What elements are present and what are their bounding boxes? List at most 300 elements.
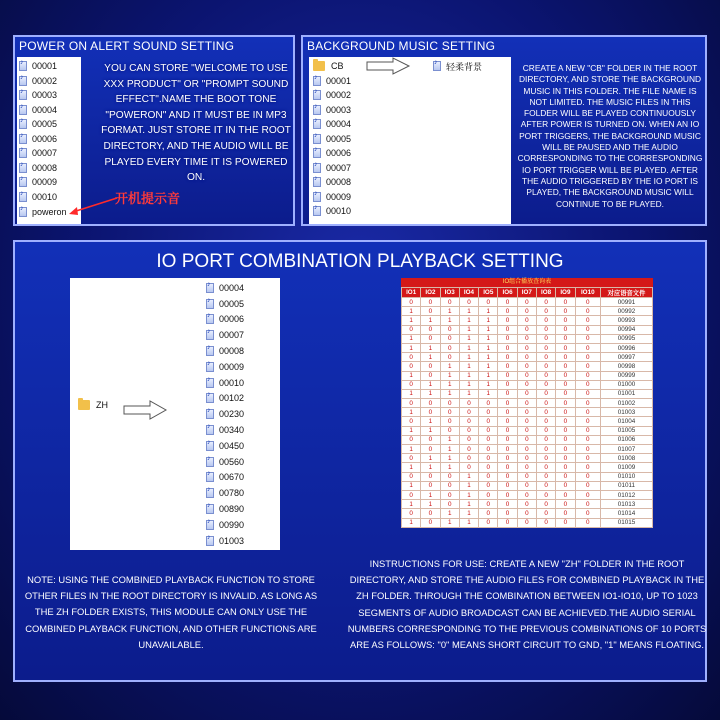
table-cell: 0 <box>556 353 575 362</box>
table-header: IO7 <box>517 288 536 298</box>
table-cell: 1 <box>402 445 421 454</box>
table-cell: 1 <box>459 500 478 509</box>
table-cell: 0 <box>536 472 555 481</box>
file-item[interactable] <box>206 375 278 391</box>
table-cell-file: 00997 <box>601 353 653 362</box>
table-cell: 0 <box>479 463 498 472</box>
file-name: 00008 <box>219 346 245 357</box>
table-cell: 0 <box>575 500 600 509</box>
table-cell: 1 <box>440 362 459 371</box>
table-cell: 0 <box>421 509 440 518</box>
file-name: 00102 <box>219 393 245 404</box>
table-cell: 0 <box>536 445 555 454</box>
table-cell: 0 <box>459 435 478 444</box>
file-item[interactable] <box>206 312 278 328</box>
table-cell: 0 <box>498 371 517 380</box>
table-cell: 1 <box>421 463 440 472</box>
table-cell: 0 <box>575 408 600 417</box>
audio-file-icon <box>313 192 321 202</box>
audio-file-icon <box>313 177 321 187</box>
table-cell: 0 <box>402 435 421 444</box>
table-cell: 0 <box>575 399 600 408</box>
table-cell: 1 <box>402 334 421 343</box>
file-name: 00001 <box>32 61 58 72</box>
table-cell: 0 <box>498 362 517 371</box>
table-cell: 1 <box>421 454 440 463</box>
table-cell: 1 <box>402 481 421 490</box>
table-cell: 0 <box>440 343 459 352</box>
table-row <box>402 472 653 481</box>
table-cell: 0 <box>536 307 555 316</box>
table-cell: 0 <box>556 389 575 398</box>
bgm-file-list <box>309 57 511 224</box>
table-row <box>402 500 653 509</box>
table-row <box>402 380 653 389</box>
table-cell: 0 <box>556 399 575 408</box>
zh-folder-label: ZH <box>96 400 108 410</box>
bgm-file[interactable] <box>433 59 482 74</box>
table-cell: 1 <box>402 500 421 509</box>
audio-file-icon <box>206 409 214 419</box>
table-header: IO8 <box>536 288 555 298</box>
file-item[interactable] <box>206 501 278 517</box>
file-item[interactable] <box>313 204 507 219</box>
table-cell: 0 <box>517 445 536 454</box>
table-cell: 0 <box>517 389 536 398</box>
file-item[interactable] <box>19 74 79 89</box>
audio-file-icon <box>19 192 27 202</box>
table-cell: 0 <box>402 454 421 463</box>
table-cell: 1 <box>479 380 498 389</box>
file-name: 00006 <box>32 133 58 144</box>
table-cell: 0 <box>536 426 555 435</box>
audio-file-icon <box>206 283 214 293</box>
file-item[interactable] <box>206 391 278 407</box>
table-cell: 0 <box>556 481 575 490</box>
file-item[interactable] <box>19 103 79 118</box>
table-cell: 0 <box>517 454 536 463</box>
table-cell: 0 <box>536 389 555 398</box>
table-cell: 0 <box>536 334 555 343</box>
table-cell: 0 <box>575 307 600 316</box>
table-cell: 0 <box>536 380 555 389</box>
file-name: 00001 <box>326 75 352 86</box>
table-cell-file: 01006 <box>601 435 653 444</box>
table-cell: 0 <box>517 500 536 509</box>
file-name: 00007 <box>326 162 352 173</box>
table-cell: 0 <box>498 454 517 463</box>
table-cell: 1 <box>479 334 498 343</box>
table-row <box>402 445 653 454</box>
table-row <box>402 343 653 352</box>
file-item[interactable] <box>206 454 278 470</box>
audio-file-icon <box>313 163 321 173</box>
folder-icon <box>78 400 90 410</box>
table-cell: 0 <box>556 334 575 343</box>
table-cell: 1 <box>421 343 440 352</box>
table-cell: 0 <box>517 362 536 371</box>
table-cell: 1 <box>459 389 478 398</box>
table-cell: 0 <box>556 426 575 435</box>
table-cell: 0 <box>556 408 575 417</box>
table-cell: 0 <box>459 408 478 417</box>
table-cell: 0 <box>498 343 517 352</box>
file-item[interactable] <box>206 533 278 549</box>
table-cell: 1 <box>402 371 421 380</box>
table-cell: 1 <box>421 417 440 426</box>
file-name: 00009 <box>219 361 245 372</box>
table-cell: 0 <box>498 298 517 307</box>
table-cell: 0 <box>517 353 536 362</box>
table-cell: 1 <box>459 343 478 352</box>
table-row <box>402 490 653 499</box>
file-name: 00005 <box>326 133 352 144</box>
table-cell-file: 00992 <box>601 307 653 316</box>
table-cell: 1 <box>459 518 478 527</box>
table-cell: 0 <box>402 353 421 362</box>
table-cell: 0 <box>421 307 440 316</box>
bgm-description: CREATE A NEW "CB" FOLDER IN THE ROOT DIRECTORY, AND STORE THE BACKGROUND MUSIC IN THIS FOLDER. THE FILE NAME IS NOT LIMITED. THE MUSIC FILES IN THIS FOLDER WILL BE PLAYED CONTINUOUSLY AFTER POWER IS TURNED ON. WHEN AN IO PORT TRIGGERS, THE BACKGROUND MUSIC WILL BE PAUSED AND THE AUDIO CORRESPONDING TO THE CORRESPONDING IO PORT TRIGGER WILL BE PLAYED. AFTER THE AUDIO TRIGGERED BY THE IO PORT IS PLAYED, THE BACKGROUND MUSIC WILL CONTINUE TO BE PLAYED. <box>517 63 703 209</box>
table-cell: 0 <box>440 481 459 490</box>
table-cell-file: 01002 <box>601 399 653 408</box>
table-cell: 0 <box>517 334 536 343</box>
table-row <box>402 298 653 307</box>
table-cell: 0 <box>575 389 600 398</box>
table-cell: 0 <box>421 362 440 371</box>
table-cell: 0 <box>498 500 517 509</box>
table-cell: 0 <box>479 481 498 490</box>
table-cell: 1 <box>440 435 459 444</box>
table-row <box>402 334 653 343</box>
table-cell: 0 <box>517 399 536 408</box>
audio-file-icon <box>19 177 27 187</box>
table-cell-file: 01011 <box>601 481 653 490</box>
table-cell: 0 <box>575 426 600 435</box>
table-cell: 0 <box>440 500 459 509</box>
file-item[interactable] <box>206 517 278 533</box>
file-name: 00008 <box>326 177 352 188</box>
table-row <box>402 362 653 371</box>
zh-folder[interactable] <box>78 400 108 410</box>
audio-file-icon <box>206 536 214 546</box>
table-cell: 1 <box>421 426 440 435</box>
audio-file-icon <box>206 362 214 372</box>
table-cell: 1 <box>479 353 498 362</box>
table-caption: IO组合播放查询表 <box>401 278 653 287</box>
file-item[interactable] <box>19 146 79 161</box>
table-row <box>402 454 653 463</box>
table-cell: 1 <box>459 371 478 380</box>
table-cell: 0 <box>536 362 555 371</box>
table-cell: 0 <box>556 380 575 389</box>
cb-folder[interactable] <box>313 59 507 74</box>
table-cell: 0 <box>575 463 600 472</box>
table-cell: 0 <box>575 325 600 334</box>
file-name: 00010 <box>32 191 58 202</box>
table-cell: 0 <box>556 343 575 352</box>
file-item[interactable] <box>19 175 79 190</box>
table-cell: 0 <box>479 509 498 518</box>
table-cell: 1 <box>440 316 459 325</box>
note-text: NOTE: USING THE COMBINED PLAYBACK FUNCTION TO STORE OTHER FILES IN THE ROOT DIRECTORY IS INVALID. AS LONG AS THE ZH FOLDER EXISTS, THIS MODULE CAN ONLY USE THE COMBINED PLAYBACK FUNCTION, AND OTHER FUNCTIONS ARE UNAVAILABLE. <box>24 574 318 650</box>
table-cell: 0 <box>498 518 517 527</box>
file-name: 00450 <box>219 440 245 451</box>
background-music-panel <box>301 35 707 226</box>
arrow-right-icon <box>122 400 168 420</box>
table-cell: 0 <box>556 316 575 325</box>
audio-file-icon <box>206 299 214 309</box>
table-cell: 1 <box>402 307 421 316</box>
table-cell-file: 00995 <box>601 334 653 343</box>
table-cell: 1 <box>440 454 459 463</box>
table-cell: 0 <box>536 454 555 463</box>
table-cell: 0 <box>575 445 600 454</box>
table-cell: 0 <box>498 490 517 499</box>
audio-file-icon <box>19 105 27 115</box>
table-row <box>402 518 653 527</box>
table-cell: 0 <box>440 408 459 417</box>
table-header: IO3 <box>440 288 459 298</box>
table-cell: 0 <box>517 343 536 352</box>
table-cell-file: 00999 <box>601 371 653 380</box>
file-item[interactable] <box>313 117 507 132</box>
table-header: 对应语音文件 <box>601 288 653 298</box>
table-cell: 0 <box>498 325 517 334</box>
table-cell: 1 <box>440 509 459 518</box>
pointer-arrow <box>65 192 125 222</box>
audio-file-icon <box>313 134 321 144</box>
audio-file-icon <box>313 148 321 158</box>
table-cell: 0 <box>459 463 478 472</box>
file-name: 00010 <box>219 377 245 388</box>
table-cell-file: 01003 <box>601 408 653 417</box>
audio-file-icon <box>433 61 441 71</box>
table-cell: 1 <box>402 316 421 325</box>
table-cell: 0 <box>498 435 517 444</box>
file-name: 00008 <box>32 162 58 173</box>
file-name: 00990 <box>219 519 245 530</box>
file-item[interactable] <box>313 161 507 176</box>
table-cell-file: 01009 <box>601 463 653 472</box>
table-cell: 0 <box>575 481 600 490</box>
audio-file-icon <box>206 472 214 482</box>
file-item[interactable] <box>313 74 507 89</box>
table-cell-file: 01015 <box>601 518 653 527</box>
table-row <box>402 371 653 380</box>
table-cell: 1 <box>440 389 459 398</box>
table-cell: 0 <box>440 298 459 307</box>
table-cell: 0 <box>556 509 575 518</box>
table-row <box>402 399 653 408</box>
table-cell: 0 <box>517 380 536 389</box>
poweron-alert-panel <box>13 35 295 226</box>
table-cell: 0 <box>517 481 536 490</box>
file-item[interactable] <box>313 132 507 147</box>
table-row <box>402 408 653 417</box>
table-cell: 1 <box>440 445 459 454</box>
table-cell: 1 <box>479 325 498 334</box>
table-cell: 0 <box>575 298 600 307</box>
table-header: IO5 <box>479 288 498 298</box>
table-cell-file: 01008 <box>601 454 653 463</box>
table-row <box>402 307 653 316</box>
table-cell: 0 <box>556 307 575 316</box>
table-header: IO4 <box>459 288 478 298</box>
file-name: 00002 <box>326 90 352 101</box>
table-cell: 0 <box>536 509 555 518</box>
table-cell: 0 <box>575 490 600 499</box>
file-item[interactable] <box>313 175 507 190</box>
table-cell: 0 <box>459 417 478 426</box>
file-item[interactable] <box>19 88 79 103</box>
table-cell: 0 <box>517 463 536 472</box>
audio-file-icon <box>313 206 321 216</box>
audio-file-icon <box>19 119 27 129</box>
table-cell: 0 <box>517 371 536 380</box>
file-name: 00004 <box>326 119 352 130</box>
audio-file-icon <box>206 488 214 498</box>
audio-file-icon <box>206 520 214 530</box>
zh-file-list <box>206 280 278 549</box>
table-cell-file: 01005 <box>601 426 653 435</box>
table-cell-file: 00993 <box>601 316 653 325</box>
file-item[interactable] <box>206 280 278 296</box>
file-name: 00010 <box>326 206 352 217</box>
table-cell: 1 <box>459 380 478 389</box>
table-cell: 0 <box>575 417 600 426</box>
audio-file-icon <box>313 105 321 115</box>
table-cell: 1 <box>459 362 478 371</box>
table-cell-file: 01010 <box>601 472 653 481</box>
table-cell: 1 <box>421 389 440 398</box>
table-cell: 0 <box>498 399 517 408</box>
file-item[interactable] <box>313 146 507 161</box>
panel-title: BACKGROUND MUSIC SETTING <box>307 39 496 53</box>
file-item[interactable] <box>19 161 79 176</box>
table-cell: 1 <box>459 307 478 316</box>
audio-file-icon <box>19 61 27 71</box>
table-cell: 0 <box>536 399 555 408</box>
table-cell: 0 <box>575 371 600 380</box>
file-name: 00006 <box>219 314 245 325</box>
table-cell: 1 <box>440 380 459 389</box>
panel-title: POWER ON ALERT SOUND SETTING <box>19 39 235 53</box>
table-cell: 0 <box>498 426 517 435</box>
table-cell: 0 <box>402 380 421 389</box>
file-name: 轻柔背景 <box>446 61 483 72</box>
audio-file-icon <box>19 76 27 86</box>
audio-file-icon <box>19 163 27 173</box>
file-name: 00005 <box>32 119 58 130</box>
file-item[interactable] <box>313 88 507 103</box>
table-cell: 0 <box>421 325 440 334</box>
table-header: IO1 <box>402 288 421 298</box>
table-cell: 0 <box>440 417 459 426</box>
table-cell: 0 <box>440 325 459 334</box>
table-cell: 1 <box>440 518 459 527</box>
table-cell: 0 <box>536 316 555 325</box>
table-cell: 0 <box>517 509 536 518</box>
table-row <box>402 353 653 362</box>
table-cell: 0 <box>479 426 498 435</box>
folder-icon <box>313 61 325 71</box>
table-cell: 1 <box>421 380 440 389</box>
table-cell: 1 <box>459 353 478 362</box>
table-cell: 1 <box>479 316 498 325</box>
table-cell: 1 <box>459 481 478 490</box>
table-cell: 0 <box>421 481 440 490</box>
table-cell: 0 <box>517 316 536 325</box>
file-item[interactable] <box>19 132 79 147</box>
audio-file-icon <box>313 119 321 129</box>
file-item[interactable] <box>206 485 278 501</box>
file-item[interactable] <box>313 103 507 118</box>
table-cell: 1 <box>459 490 478 499</box>
file-name: 00007 <box>219 330 245 341</box>
table-cell: 1 <box>421 316 440 325</box>
file-name: 00560 <box>219 456 245 467</box>
file-item[interactable] <box>206 359 278 375</box>
table-cell: 0 <box>498 472 517 481</box>
file-item[interactable] <box>19 117 79 132</box>
table-cell: 0 <box>517 307 536 316</box>
table-row <box>402 426 653 435</box>
file-item[interactable] <box>206 327 278 343</box>
table-cell: 0 <box>575 435 600 444</box>
table-cell: 1 <box>402 408 421 417</box>
table-row <box>402 435 653 444</box>
file-item[interactable] <box>19 59 79 74</box>
poweron-chinese-label: 开机提示音 <box>115 191 181 206</box>
file-item[interactable] <box>206 343 278 359</box>
table-cell: 1 <box>459 316 478 325</box>
audio-file-icon <box>313 90 321 100</box>
table-cell: 0 <box>517 426 536 435</box>
file-item[interactable] <box>206 296 278 312</box>
audio-file-icon <box>19 90 27 100</box>
table-cell: 0 <box>517 490 536 499</box>
table-cell: 0 <box>421 518 440 527</box>
table-cell: 0 <box>575 334 600 343</box>
table-cell: 0 <box>575 518 600 527</box>
file-name: 00230 <box>219 409 245 420</box>
table-cell: 1 <box>459 509 478 518</box>
table-cell: 0 <box>536 353 555 362</box>
table-cell: 1 <box>479 389 498 398</box>
table-cell: 0 <box>421 371 440 380</box>
table-cell-file: 01012 <box>601 490 653 499</box>
file-item[interactable] <box>206 438 278 454</box>
table-cell: 0 <box>498 334 517 343</box>
table-row <box>402 389 653 398</box>
table-cell: 0 <box>556 454 575 463</box>
table-cell: 0 <box>479 500 498 509</box>
table-cell: 0 <box>575 362 600 371</box>
file-name: 00004 <box>32 104 58 115</box>
file-item[interactable] <box>206 422 278 438</box>
file-item[interactable] <box>206 406 278 422</box>
table-cell: 1 <box>440 463 459 472</box>
table-cell: 1 <box>479 371 498 380</box>
table-cell-file: 00996 <box>601 343 653 352</box>
table-cell: 0 <box>575 353 600 362</box>
file-item[interactable] <box>206 470 278 486</box>
instructions-text: INSTRUCTIONS FOR USE: CREATE A NEW "ZH" FOLDER IN THE ROOT DIRECTORY, AND STORE THE AUDIO FILES FOR COMBINED PLAYBACK IN THE ZH FOLDER. THROUGH THE COMBINATION BETWEEN IO1-IO10, UP TO 1023 SEGMENTS OF AUDIO BROADCAST CAN BE ACHIEVED.THE AUDIO SERIAL NUMBERS CORRESPONDING TO THE PREVIOUS COMBINATIONS OF 10 PORTS ARE AS FOLLOWS: "0" MEANS SHORT CIRCUIT TO GND, "1" MEANS FLOATING. <box>347 558 707 651</box>
table-cell: 0 <box>498 389 517 398</box>
file-item[interactable] <box>313 190 507 205</box>
file-name: CB <box>331 61 344 72</box>
file-name: 00006 <box>326 148 352 159</box>
